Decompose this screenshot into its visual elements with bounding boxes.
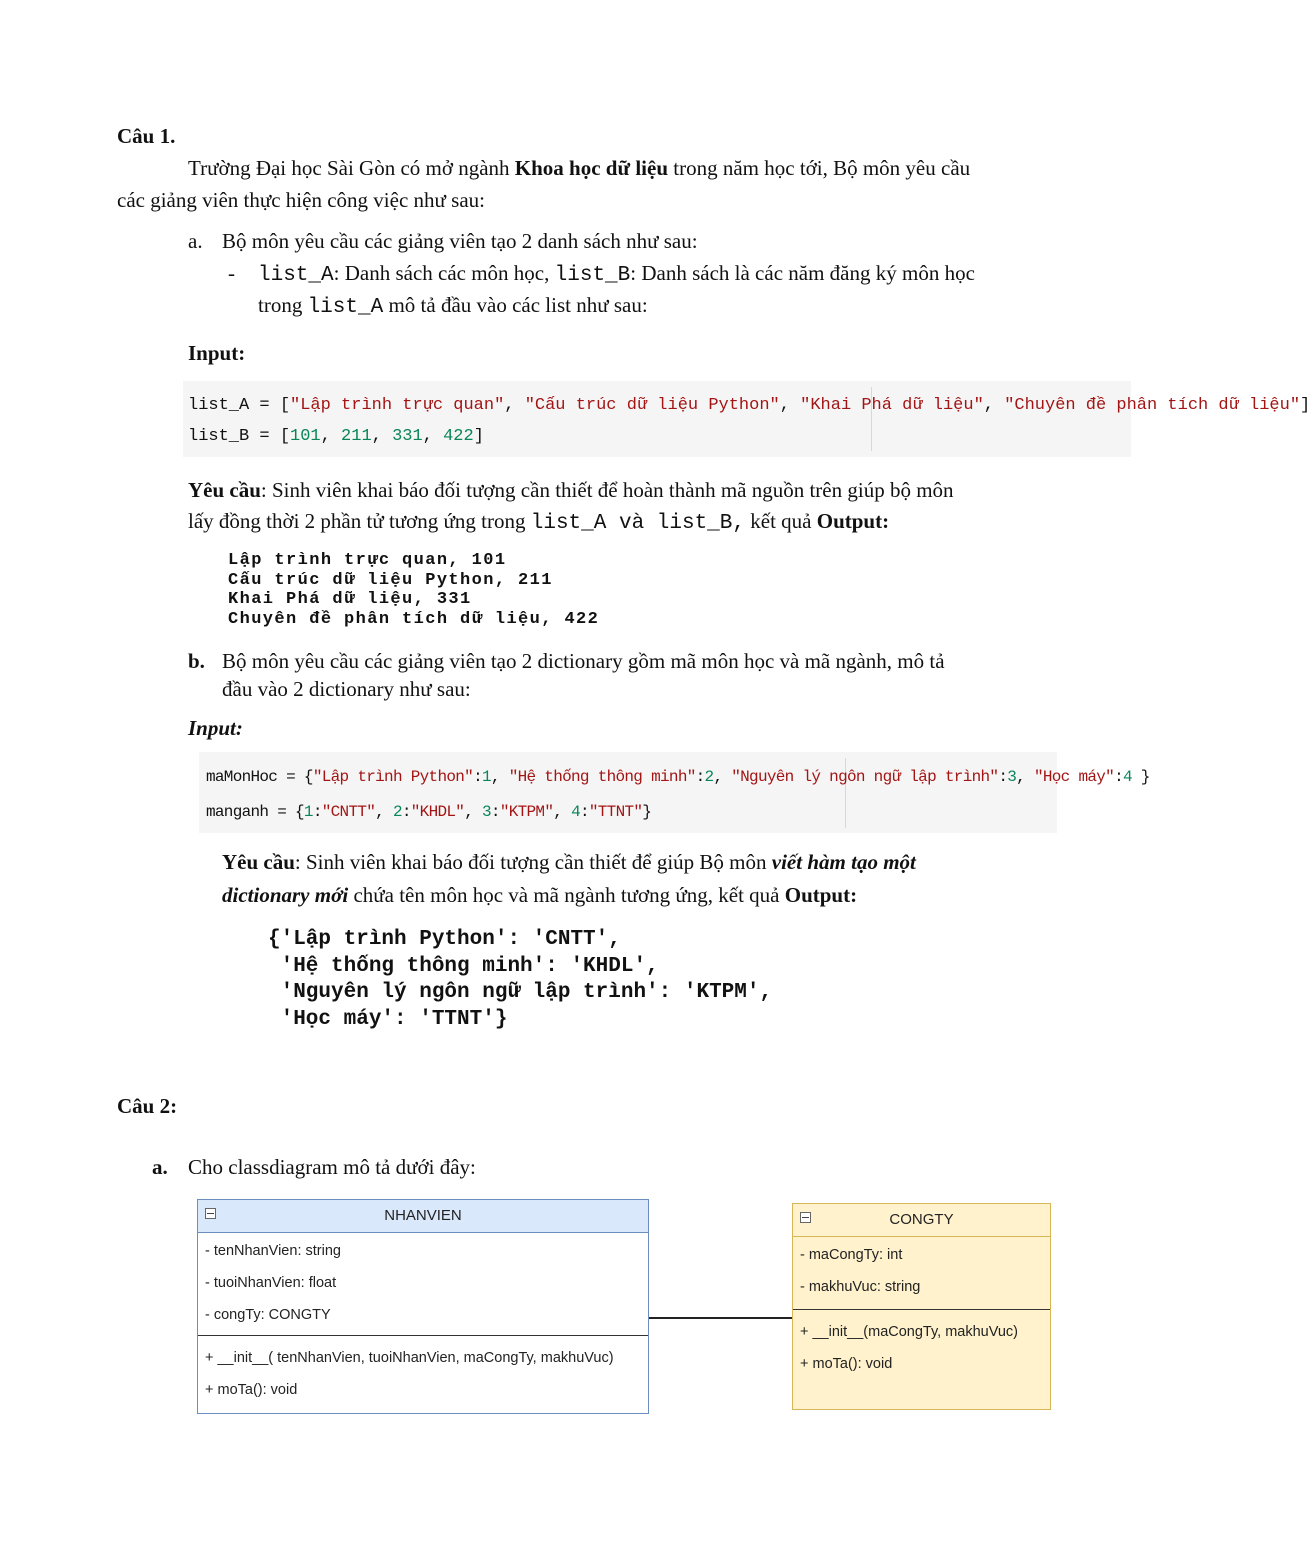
collapse-icon (800, 1212, 811, 1223)
code-number: 3 (482, 803, 491, 821)
class-attribute: - congTy: CONGTY (205, 1307, 331, 1323)
code-token: : (473, 768, 482, 786)
code-token: , (464, 803, 483, 821)
q1b-input-label: Input: (188, 716, 243, 740)
code-token: , (504, 396, 525, 415)
output-label: Output: (784, 883, 858, 907)
code-token: : (998, 768, 1008, 786)
q1a-desc-line2 (258, 290, 648, 323)
code-token: , (779, 396, 801, 415)
code-token: : (695, 768, 705, 786)
class-method: + __init__(maCongTy, makhuVuc) (800, 1324, 1019, 1340)
code-token: , (490, 768, 509, 786)
code-token: , (375, 803, 393, 821)
class-congty (792, 1203, 1051, 1410)
req-label: Yêu cầu (222, 850, 295, 874)
class-name: CONGTY (889, 1211, 954, 1228)
q1b-output (268, 927, 772, 1033)
code-string: "Học máy" (1033, 768, 1115, 786)
class-attribute: - tuoiNhanVien: float (205, 1275, 337, 1291)
code-token: ] (473, 427, 484, 446)
code-string: "TTNT" (588, 803, 643, 821)
req-text: : Sinh viên khai báo đối tượng cần thiết để hoàn thành mã nguồn trên giúp bộ môn (260, 478, 954, 502)
req-label: Yêu cầu (188, 478, 261, 502)
req-code: list_A và list_B, (530, 512, 745, 535)
q1a-req-line1 (188, 475, 954, 506)
q1-heading: Câu 1. (117, 124, 176, 148)
q2-heading: Câu 2: (117, 1094, 178, 1118)
code-token: , (553, 803, 572, 821)
output-label: Output: (816, 509, 890, 533)
q1a-output (228, 551, 599, 629)
req-text: lấy đồng thời 2 phần tử tương ứng trong (188, 509, 531, 533)
class-method: + __init__( tenNhanVien, tuoiNhanVien, maCongTy, makhuVuc) (205, 1350, 614, 1366)
code-string: "Hệ thống thông minh" (508, 768, 696, 786)
code-number: 4 (1122, 768, 1132, 786)
output-line: Chuyên đề phân tích dữ liệu, 422 (228, 609, 600, 629)
code-string: "Nguyên lý ngôn ngữ lập trình" (731, 768, 999, 786)
class-title-bar (198, 1200, 648, 1233)
code-token: , (422, 427, 444, 446)
output-line: Khai Phá dữ liệu, 331 (228, 590, 472, 609)
q1a-req-line2 (188, 506, 889, 539)
q1b-req-line1 (222, 847, 916, 878)
class-title-bar (793, 1204, 1050, 1237)
desc-text: : Danh sách là các năm đăng ký môn học (630, 261, 975, 285)
code-token: maMonHoc = { (206, 768, 313, 786)
code-token: : (579, 803, 589, 821)
code-line-mamonhoc (206, 767, 1150, 787)
intro-text-end: trong năm học tới, Bộ môn yêu cầu (668, 156, 971, 180)
code-token: : (401, 803, 411, 821)
code-string: "KHDL" (410, 803, 465, 821)
output-line: 'Nguyên lý ngôn ngữ lập trình': 'KTPM', (268, 981, 773, 1004)
code-line-manganh (206, 802, 651, 822)
code-number: 1 (303, 803, 313, 821)
q1a-desc-line1 (258, 258, 975, 291)
collapse-icon (205, 1208, 216, 1219)
class-methods (198, 1335, 648, 1406)
code-token: : (312, 803, 322, 821)
q1a-input-label: Input: (188, 341, 246, 365)
q1a-text: Bộ môn yêu cầu các giảng viên tạo 2 danh sách như sau: (222, 229, 698, 253)
code-token: , (983, 396, 1005, 415)
q1-intro-line2: các giảng viên thực hiện công việc như sau: (117, 188, 485, 212)
code-number: 422 (443, 427, 474, 446)
class-method: + moTa(): void (800, 1356, 893, 1372)
req-emphasis: viết hàm tạo một (771, 850, 916, 874)
desc-text: : Danh sách các môn học, (333, 261, 555, 285)
code-string: "Lập trình Python" (312, 768, 474, 786)
q2a-marker: a. (152, 1155, 168, 1179)
code-block-dicts (199, 752, 1150, 833)
class-methods (793, 1309, 1050, 1380)
q1b-req-line2 (222, 880, 857, 911)
association-line (649, 1317, 793, 1319)
code-string: "Lập trình trực quan" (290, 396, 505, 415)
code-number: 1 (481, 768, 491, 786)
code-token: list_A = [ (188, 396, 291, 415)
code-number: 211 (341, 427, 372, 446)
code-token: , (371, 427, 393, 446)
code-token: , (1016, 768, 1034, 786)
code-token: , (320, 427, 342, 446)
class-method: + moTa(): void (205, 1382, 298, 1398)
code-number: 2 (392, 803, 402, 821)
q1b-marker: b. (188, 649, 205, 673)
req-text: : Sinh viên khai báo đối tượng cần thiết để giúp Bộ môn (294, 850, 772, 874)
req-text: chứa tên môn học và mã ngành tương ứng, kết quả (348, 883, 785, 907)
code-token: } (642, 803, 652, 821)
code-token: manganh = { (206, 803, 304, 821)
output-line: Cấu trúc dữ liệu Python, 211 (228, 570, 553, 590)
code-token: , (713, 768, 732, 786)
desc-text: mô tả đầu vào các list như sau: (383, 293, 648, 317)
output-line: 'Hệ thống thông minh': 'KHDL', (268, 954, 659, 978)
class-attributes (793, 1237, 1050, 1309)
code-line-list-a (188, 396, 1310, 416)
class-name: NHANVIEN (384, 1207, 462, 1224)
code-number: 4 (571, 803, 580, 821)
class-attribute: - tenNhanVien: string (205, 1243, 341, 1259)
class-attribute: - makhuVuc: string (800, 1279, 921, 1295)
code-token: list_B = [ (188, 427, 291, 446)
q1b-text-line2: đầu vào 2 dictionary như sau: (222, 677, 471, 701)
intro-bold: Khoa học dữ liệu (514, 156, 669, 180)
output-line: {'Lập trình Python': 'CNTT', (268, 928, 621, 951)
code-token: } (1131, 768, 1150, 786)
list-a-name: list_A (307, 296, 384, 319)
class-attributes (198, 1233, 648, 1335)
code-line-list-b (188, 427, 484, 447)
intro-text: Trường Đại học Sài Gòn có mở ngành (188, 156, 515, 180)
q2a-text: Cho classdiagram mô tả dưới đây: (188, 1155, 476, 1179)
dash-bullet: - (228, 261, 235, 285)
list-a-name: list_A (258, 264, 334, 287)
code-number: 3 (1007, 768, 1017, 786)
q1a-marker: a. (188, 229, 203, 253)
code-string: "Cấu trúc dữ liệu Python" (524, 396, 780, 415)
code-number: 101 (290, 427, 321, 446)
output-line: 'Học máy': 'TTNT'} (268, 1007, 508, 1031)
class-attribute: - maCongTy: int (800, 1247, 903, 1263)
code-number: 2 (704, 768, 714, 786)
q1b-text-line1: Bộ môn yêu cầu các giảng viên tạo 2 dictionary gồm mã môn học và mã ngành, mô tả (222, 649, 945, 673)
code-number: 331 (392, 427, 423, 446)
list-b-name: list_B (554, 264, 631, 287)
code-string: "CNTT" (321, 803, 376, 821)
code-token: ] (1300, 396, 1310, 415)
desc-text: trong (258, 293, 308, 317)
code-token: : (490, 803, 500, 821)
code-block-lists (183, 381, 1310, 457)
code-string: "Chuyên đề phân tích dữ liệu" (1004, 396, 1301, 415)
req-emphasis: dictionary mới (222, 883, 349, 907)
class-nhanvien (197, 1199, 649, 1414)
req-text: kết quả (745, 509, 817, 533)
code-token: : (1114, 768, 1123, 786)
q1-intro-line1 (188, 153, 970, 184)
code-string: "Khai Phá dữ liệu" (800, 396, 984, 415)
code-string: "KTPM" (499, 803, 554, 821)
output-line: Lập trình trực quan, 101 (228, 551, 507, 570)
